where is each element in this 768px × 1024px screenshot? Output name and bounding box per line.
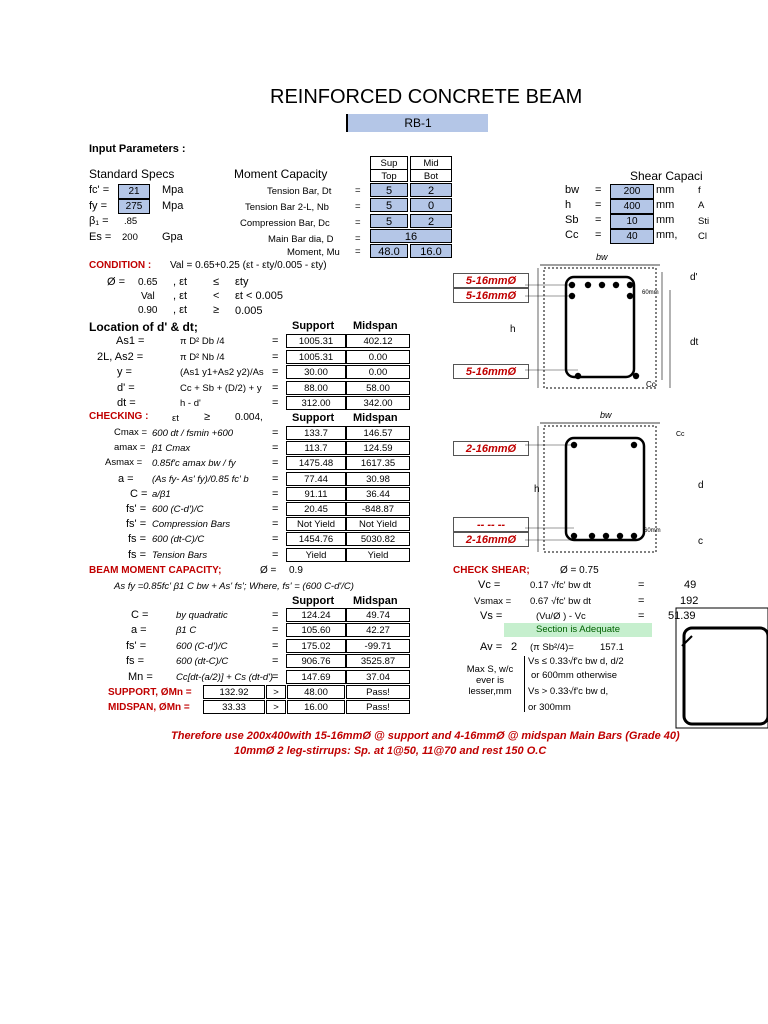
row-eq: =: [272, 487, 279, 500]
row-eq: =: [272, 518, 279, 531]
max-s-text: Max S, w/c ever is lesser,mm: [466, 664, 514, 697]
row-formula: a/β1: [152, 488, 171, 500]
bmc-phi: Ø =: [260, 565, 277, 576]
row-formula: β1 Cmax: [152, 443, 191, 455]
row-label: Asmax =: [105, 457, 143, 469]
mc-input[interactable]: 5: [370, 198, 408, 212]
midspan-value: Not Yield: [346, 517, 410, 531]
mc-eq: =: [355, 185, 361, 196]
row-formula: π D² Db /4: [180, 336, 225, 347]
condition-b: 0.90: [138, 305, 158, 316]
midspan-label: MIDSPAN, ØMn =: [108, 702, 190, 713]
shear-input-extra: f: [698, 185, 701, 196]
checking-val: 0.004,: [235, 412, 263, 423]
condition-e: 0.005: [235, 305, 263, 317]
condition-d: ≥: [213, 304, 220, 316]
max-s-label: [458, 664, 522, 697]
row-eq: =: [272, 397, 279, 409]
spacing-rule-2: or 600mm otherwise: [531, 670, 618, 681]
mc-input[interactable]: 16.0: [410, 244, 452, 258]
midspan-value: 0.00: [346, 350, 410, 364]
support-label: SUPPORT, ØMn =: [108, 687, 192, 698]
location-title: Location of d' & dt;: [89, 320, 198, 334]
checking-label: CHECKING :: [89, 411, 149, 422]
midspan-value: 30.98: [346, 472, 410, 486]
row-label: dt =: [117, 397, 136, 409]
spec-unit: Mpa: [162, 200, 184, 212]
av-value: 157.1: [600, 642, 624, 653]
shear-input-label: Cc: [565, 229, 579, 241]
av-formula: (π Sb²/4)=: [530, 642, 574, 653]
shear-input-eq: =: [595, 184, 602, 196]
support-value: 175.02: [286, 639, 346, 653]
spec-unit: Mpa: [162, 184, 184, 196]
mc-label: Compression Bar, Dc: [240, 218, 330, 229]
condition-formula: Val = 0.65+0.25 (εt - εty/0.005 - εty): [170, 260, 327, 271]
shear-input-label: bw: [565, 184, 580, 196]
row-eq: =: [272, 350, 279, 363]
row-eq: =: [272, 655, 279, 668]
row-label: fs =: [126, 655, 145, 668]
row-label: y =: [117, 366, 132, 378]
beam-id: [346, 114, 488, 132]
support-value: 312.00: [286, 396, 346, 410]
midspan-value: -99.71: [346, 639, 410, 653]
shear-input-eq: =: [595, 229, 602, 241]
mc-eq: =: [355, 217, 361, 228]
row-label: fs' =: [126, 639, 147, 652]
shear-input-extra: Sti: [698, 216, 710, 227]
row-formula: (As1 y1+As2 y2)/As: [180, 367, 264, 378]
bmc-phi-val: 0.9: [289, 565, 303, 576]
dim-d-label: d: [698, 480, 704, 491]
vc-formula: 0.17 √fc' bw dt: [530, 580, 591, 591]
mc-input[interactable]: 2: [410, 183, 452, 197]
stirrup-diagram: [670, 606, 768, 730]
dim-60mm-label: 60mm: [642, 290, 659, 296]
bar-label-top2: 5-16mmØ: [453, 288, 529, 303]
row-eq: =: [272, 381, 279, 394]
vc-value: 49: [684, 579, 697, 591]
conclusion-line-2: 10mmØ 2 leg-stirrups: Sp. at 1@50, 11@70 and rest 150 O.C: [234, 745, 547, 757]
support-value: 906.76: [286, 654, 346, 668]
mc-head-top: Top: [370, 169, 408, 182]
mc-eq: =: [355, 233, 361, 244]
bar-label-mid-top: 2-16mmØ: [453, 441, 529, 456]
vsmax-label: Vsmax =: [474, 596, 512, 607]
vs-eq: =: [638, 610, 645, 622]
beam-id-text: RB-1: [404, 116, 432, 130]
check-shear-label: CHECK SHEAR;: [453, 565, 530, 576]
shear-input-unit: mm: [656, 184, 675, 196]
support-result: Pass!: [346, 685, 410, 699]
page-title: REINFORCED CONCRETE BEAM: [270, 86, 583, 108]
support-value: 91.11: [286, 487, 346, 501]
condition-e: εty: [235, 276, 249, 288]
row-formula: 600 (dt-C)/C: [176, 656, 229, 668]
shear-input-bw[interactable]: 200: [610, 184, 654, 199]
vs-formula: (Vu/Ø ) - Vc: [536, 611, 586, 622]
mc-input-merged[interactable]: 16: [370, 229, 452, 243]
row-eq: =: [272, 624, 279, 637]
midspan-value: 0.00: [346, 365, 410, 379]
support-value: 30.00: [286, 365, 346, 379]
shear-input-unit: mm: [656, 199, 675, 211]
bar-label-bottom: 5-16mmØ: [453, 364, 529, 379]
midspan-value: 58.00: [346, 381, 410, 395]
col-support: Support: [292, 412, 335, 424]
spec-unit: Gpa: [162, 231, 183, 243]
midspan-value: 342.00: [346, 396, 410, 410]
conclusion-line-1: Therefore use 200x400with 15-16mmØ @ support and 4-16mmØ @ midspan Main Bars (Grade 40): [171, 730, 680, 742]
spec-label: Es =: [89, 231, 112, 243]
checking-et: εt: [172, 413, 179, 424]
spec-label: fy =: [89, 200, 108, 212]
spec-label: fc' =: [89, 184, 110, 196]
midspan-gt: >: [266, 700, 286, 714]
midspan-value: 42.27: [346, 623, 410, 637]
shear-capacity-label: Shear Capaci: [630, 169, 703, 183]
shear-input-extra: A: [698, 200, 705, 211]
midspan-value: -848.87: [346, 502, 410, 516]
row-label: d' =: [117, 381, 135, 394]
row-eq: =: [272, 457, 279, 470]
row-eq: =: [272, 670, 279, 683]
row-eq: =: [272, 533, 279, 546]
moment-capacity-label: Moment Capacity: [234, 167, 328, 181]
spacing-rule-3: Vs > 0.33√f'c bw d,: [528, 686, 609, 697]
mc-eq: =: [355, 246, 361, 257]
checking-ge: ≥: [204, 411, 211, 423]
midspan-value: 49.74: [346, 608, 410, 622]
row-label: fs' =: [126, 518, 147, 531]
support-value: 133.7: [286, 426, 346, 440]
row-eq: =: [272, 366, 279, 378]
row-label: Cmax =: [114, 427, 147, 438]
midspan-result: Pass!: [346, 700, 410, 714]
row-eq: =: [272, 335, 279, 347]
row-eq: =: [272, 548, 279, 561]
spec-value: .85: [124, 216, 138, 227]
row-formula: 600 dt / fsmin +600: [152, 428, 234, 439]
support-value: 20.45: [286, 502, 346, 516]
shear-input-eq: =: [595, 199, 602, 211]
mc-input[interactable]: 2: [410, 214, 452, 228]
shear-input-h[interactable]: 400: [610, 199, 654, 214]
av-n: 2: [511, 641, 518, 653]
dim-60mm-label: 60mm: [644, 528, 661, 534]
row-label: a =: [118, 472, 134, 485]
shear-input-eq: =: [595, 214, 602, 226]
condition-d: <: [213, 290, 220, 302]
support-mu: 48.00: [287, 685, 345, 699]
vs-value: 51.39: [668, 610, 696, 622]
midspan-mu: 16.00: [287, 700, 345, 714]
mc-label: Main Bar dia, D: [268, 234, 334, 245]
col-support: Support: [292, 595, 335, 607]
mc-label: Moment, Mu: [287, 247, 340, 258]
bar-label-mid-empty: -- -- --: [453, 517, 529, 532]
beam-section-midspan-diagram: [530, 408, 768, 560]
row-formula: π D² Nb /4: [180, 351, 225, 363]
dim-cc-label: Cc: [646, 380, 656, 389]
mc-eq: =: [355, 201, 361, 212]
row-label: Mn =: [128, 670, 153, 683]
standard-specs-label: Standard Specs: [89, 167, 175, 181]
row-label: 2L, As2 =: [97, 350, 144, 363]
midspan-value: 3525.87: [346, 654, 410, 668]
row-eq: =: [272, 639, 279, 652]
mc-input[interactable]: 0: [410, 198, 452, 212]
col-midspan: Midspan: [353, 320, 398, 332]
bmc-formula: As fy =0.85fc' β1 C bw + As' fs'; Where, fs' = (600 C-d'/C): [114, 581, 354, 592]
condition-c: , εt: [173, 276, 188, 288]
support-value: 124.24: [286, 608, 346, 622]
spec-fy-input[interactable]: 275: [118, 199, 150, 214]
bar-label-mid-bottom: 2-16mmØ: [453, 532, 529, 547]
support-value: 1005.31: [286, 350, 346, 364]
shear-input-cc[interactable]: 40: [610, 229, 654, 244]
dim-h-label: h: [534, 484, 540, 495]
row-formula: 600 (dt-C)/C: [152, 534, 205, 546]
dim-cc-label: Cc: [676, 431, 685, 438]
dim-dprime-label: d': [690, 272, 698, 283]
row-formula: 600 (C-d')/C: [152, 504, 204, 515]
row-eq: =: [272, 609, 279, 621]
support-value: 77.44: [286, 472, 346, 486]
spacing-rule-4: or 300mm: [528, 702, 571, 713]
mc-input[interactable]: 5: [370, 214, 408, 228]
vc-label: Vc =: [478, 579, 501, 591]
mc-head-mid: Mid: [410, 156, 452, 169]
mc-label: Tension Bar, Dt: [267, 186, 332, 197]
midspan-value: 36.44: [346, 487, 410, 501]
condition-c: , εt: [173, 290, 188, 302]
dim-c-label: c: [698, 536, 703, 547]
row-eq: =: [272, 472, 279, 485]
midspan-value: Yield: [346, 548, 410, 562]
spec-value: 200: [122, 232, 138, 243]
support-value: 1005.31: [286, 334, 346, 348]
spec-fc-input[interactable]: 21: [118, 184, 150, 199]
condition-b: Val: [141, 291, 155, 302]
vsmax-value: 192: [680, 595, 699, 607]
support-value: Not Yield: [286, 517, 346, 531]
support-value: 1454.76: [286, 532, 346, 546]
condition-d: ≤: [213, 276, 220, 288]
mc-head-sup: Sup: [370, 156, 408, 169]
shear-input-sb[interactable]: 10: [610, 214, 654, 229]
col-midspan: Midspan: [353, 412, 398, 424]
support-value: 105.60: [286, 623, 346, 637]
shear-input-extra: Cl: [698, 231, 707, 242]
row-formula: 0.85f'c amax bw / fy: [152, 458, 236, 470]
row-eq: =: [272, 442, 279, 455]
row-label: amax =: [114, 442, 146, 454]
condition-phi: Ø =: [107, 276, 126, 288]
dim-bw-label: bw: [596, 252, 608, 262]
shear-input-unit: mm,: [656, 229, 678, 241]
support-value: 1475.48: [286, 456, 346, 470]
support-value: Yield: [286, 548, 346, 562]
condition-label: CONDITION :: [89, 260, 152, 271]
midspan-value: 37.04: [346, 670, 410, 684]
support-phimn: 132.92: [203, 685, 265, 699]
mc-input[interactable]: 48.0: [370, 244, 408, 258]
condition-c: , εt: [173, 304, 188, 316]
row-label: fs =: [128, 548, 147, 561]
row-label: As1 =: [116, 335, 145, 347]
support-gt: >: [266, 685, 286, 699]
col-midspan: Midspan: [353, 595, 398, 607]
midspan-value: 124.59: [346, 441, 410, 455]
support-value: 113.7: [286, 441, 346, 455]
dim-h-label: h: [510, 324, 516, 335]
row-formula: Compression Bars: [152, 519, 231, 531]
shear-input-unit: mm: [656, 214, 675, 226]
row-label: fs' =: [126, 503, 147, 515]
bmc-label: BEAM MOMENT CAPACITY;: [89, 565, 222, 576]
row-label: fs =: [128, 533, 147, 546]
spacing-rule-1: Vs ≤ 0.33√f'c bw d, d/2: [528, 656, 624, 667]
vsmax-eq: =: [638, 595, 645, 607]
beam-section-support-diagram: [510, 250, 768, 400]
vsmax-formula: 0.67 √fc' bw dt: [530, 596, 591, 607]
row-formula: β1 C: [176, 625, 197, 637]
av-label: Av =: [480, 641, 503, 653]
condition-b: 0.65: [138, 277, 158, 288]
row-eq: =: [272, 503, 279, 515]
row-formula: (As fy- As' fy)/0.85 fc' b: [152, 473, 249, 485]
midspan-value: 1617.35: [346, 456, 410, 470]
dim-dt-label: dt: [690, 337, 699, 348]
midspan-value: 146.57: [346, 426, 410, 440]
midspan-value: 5030.82: [346, 532, 410, 546]
vs-label: Vs =: [480, 610, 503, 622]
row-eq: =: [272, 427, 279, 439]
midspan-value: 402.12: [346, 334, 410, 348]
mc-label: Tension Bar 2-L, Nb: [245, 202, 329, 213]
section-adequate-text: Section is Adequate: [536, 624, 620, 635]
support-value: 147.69: [286, 670, 346, 684]
mc-head-bot: Bot: [410, 169, 452, 182]
midspan-phimn: 33.33: [203, 700, 265, 714]
spec-label: β₁ =: [89, 215, 109, 227]
shear-input-label: h: [565, 199, 572, 211]
shear-phi: Ø = 0.75: [560, 565, 599, 576]
support-value: 88.00: [286, 381, 346, 395]
section-adequate-badge: [504, 623, 652, 637]
condition-e: εt < 0.005: [235, 290, 284, 302]
col-support: Support: [292, 320, 335, 332]
vc-eq: =: [638, 579, 645, 591]
row-formula: by quadratic: [176, 610, 228, 621]
mc-input[interactable]: 5: [370, 183, 408, 197]
shear-input-label: Sb: [565, 214, 579, 226]
row-label: a =: [131, 624, 147, 637]
row-formula: Cc[dt-(a/2)] + Cs (dt-d'): [176, 671, 274, 683]
dim-bw-label: bw: [600, 410, 612, 420]
row-formula: Cc + Sb + (D/2) + y: [180, 382, 262, 394]
row-formula: 600 (C-d')/C: [176, 640, 228, 652]
row-label: C =: [131, 609, 149, 621]
input-params-label: Input Parameters :: [89, 143, 186, 155]
row-formula: Tension Bars: [152, 549, 208, 561]
row-label: C =: [130, 487, 148, 500]
bar-label-top1: 5-16mmØ: [453, 273, 529, 288]
row-formula: h - d': [180, 398, 201, 409]
max-s-bracket: [524, 656, 525, 712]
